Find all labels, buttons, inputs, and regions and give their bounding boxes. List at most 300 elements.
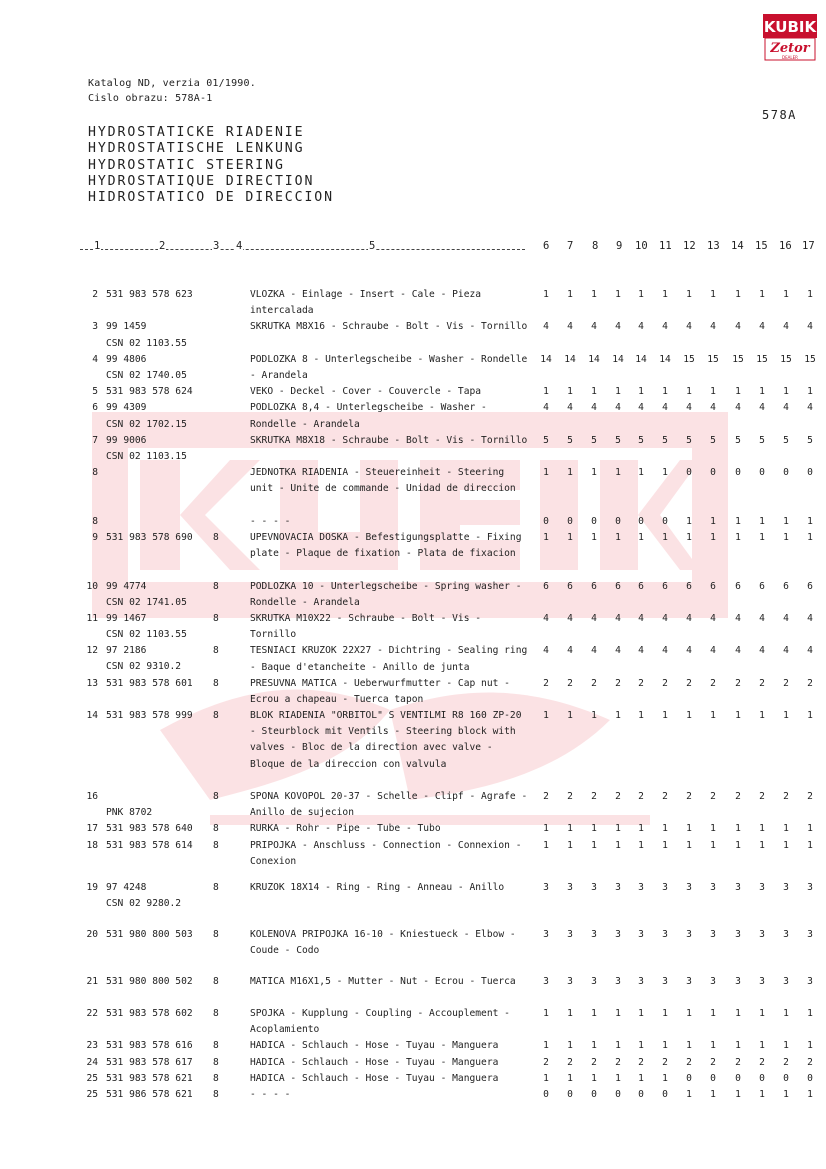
- quantity-cell: 4: [759, 321, 765, 333]
- quantity-cell: 4: [686, 645, 692, 657]
- quantity-cell: 1: [759, 386, 765, 398]
- quantity-cell: 1: [807, 1040, 813, 1052]
- quantity-cell: 4: [783, 321, 789, 333]
- quantity-cell: 3: [638, 881, 644, 893]
- quantity-cell: 1: [759, 823, 765, 835]
- quantity-cell: 4: [783, 402, 789, 414]
- table-row: [0, 1087, 826, 1103]
- quantity-cell: 6: [783, 580, 789, 592]
- column-header-13: 13: [707, 240, 720, 252]
- quantity-cell: 1: [567, 386, 573, 398]
- table-row: [0, 530, 826, 579]
- part-description: HADICA - Schlauch - Hose - Tuyau - Manguera: [250, 1072, 499, 1084]
- group-code: 8: [213, 839, 219, 851]
- table-row: [0, 821, 826, 837]
- quantity-cell: 3: [783, 975, 789, 987]
- quantity-cell: 4: [710, 645, 716, 657]
- title-sk: HYDROSTATICKE RIADENIE: [88, 125, 305, 140]
- quantity-cell: 1: [662, 386, 668, 398]
- quantity-cell: 1: [638, 1072, 644, 1084]
- position-number: 18: [86, 839, 98, 851]
- quantity-cell: 0: [759, 1072, 765, 1084]
- group-code: 8: [213, 677, 219, 689]
- quantity-cell: 4: [686, 321, 692, 333]
- quantity-cell: 1: [710, 1008, 716, 1020]
- quantity-cell: 2: [543, 1056, 549, 1068]
- quantity-cell: 1: [759, 839, 765, 851]
- quantity-cell: 1: [543, 1040, 549, 1052]
- quantity-cell: 6: [543, 580, 549, 592]
- quantity-cell: 1: [807, 1008, 813, 1020]
- position-number: 4: [92, 353, 98, 365]
- quantity-cell: 1: [567, 823, 573, 835]
- quantity-cell: 0: [662, 515, 668, 527]
- table-row: [0, 880, 826, 927]
- quantity-cell: 1: [638, 710, 644, 722]
- quantity-cell: 2: [591, 677, 597, 689]
- quantity-cell: 2: [710, 677, 716, 689]
- column-header-5: 5: [369, 240, 376, 252]
- quantity-cell: 6: [567, 580, 573, 592]
- part-description: KOLENOVA PRIPOJKA 16-10 - Kniestueck - Elbow - Coude - Codo: [250, 928, 516, 956]
- quantity-cell: 3: [807, 928, 813, 940]
- quantity-cell: 1: [567, 531, 573, 543]
- part-number: 531 983 578 624: [106, 386, 193, 398]
- quantity-cell: 1: [807, 1089, 813, 1101]
- position-number: 14: [86, 710, 98, 722]
- quantity-cell: 0: [710, 467, 716, 479]
- quantity-cell: 1: [783, 1040, 789, 1052]
- table-row: [0, 1038, 826, 1054]
- quantity-cell: 1: [591, 1072, 597, 1084]
- part-description: PODLOZKA 8 - Unterlegscheibe - Washer - Rondelle - Arandela: [250, 353, 528, 381]
- quantity-cell: 0: [735, 1072, 741, 1084]
- quantity-cell: 0: [759, 467, 765, 479]
- quantity-cell: 1: [807, 839, 813, 851]
- quantity-cell: 1: [567, 1072, 573, 1084]
- quantity-cell: 1: [591, 839, 597, 851]
- quantity-cell: 1: [615, 1008, 621, 1020]
- quantity-cell: 4: [662, 402, 668, 414]
- quantity-cell: 1: [567, 289, 573, 300]
- norm-number: CSN 02 1740.05: [106, 369, 187, 381]
- position-number: 9: [92, 531, 98, 543]
- quantity-cell: 0: [735, 467, 741, 479]
- quantity-cell: 14: [588, 353, 600, 365]
- quantity-cell: 4: [807, 612, 813, 624]
- quantity-cell: 1: [615, 289, 621, 300]
- column-header: [0, 240, 826, 254]
- quantity-cell: 2: [615, 791, 621, 803]
- quantity-cell: 6: [686, 580, 692, 592]
- table-row: [0, 676, 826, 708]
- quantity-cell: 1: [686, 531, 692, 543]
- quantity-cell: 5: [735, 434, 741, 446]
- quantity-cell: 1: [638, 839, 644, 851]
- quantity-cell: 1: [807, 531, 813, 543]
- quantity-cell: 1: [567, 1040, 573, 1052]
- quantity-cell: 4: [543, 612, 549, 624]
- quantity-cell: 4: [710, 321, 716, 333]
- quantity-cell: 0: [783, 467, 789, 479]
- quantity-cell: 14: [635, 353, 647, 365]
- quantity-cell: 1: [543, 1008, 549, 1020]
- position-number: 2: [92, 289, 98, 300]
- quantity-cell: 1: [638, 386, 644, 398]
- quantity-cell: 4: [807, 402, 813, 414]
- quantity-cell: 1: [591, 1008, 597, 1020]
- quantity-cell: 2: [783, 791, 789, 803]
- quantity-cell: 1: [759, 1040, 765, 1052]
- part-number: 531 983 578 690: [106, 531, 193, 543]
- part-description: SKRUTKA M8X18 - Schraube - Bolt - Vis - Tornillo: [250, 434, 528, 446]
- quantity-cell: 1: [759, 515, 765, 527]
- quantity-cell: 4: [686, 612, 692, 624]
- group-code: 8: [213, 1040, 219, 1052]
- svg-text:Zetor: Zetor: [770, 41, 810, 56]
- quantity-cell: 15: [683, 353, 695, 365]
- part-number: 99 4806: [106, 353, 147, 365]
- part-number: 531 983 578 621: [106, 1072, 193, 1084]
- quantity-cell: 0: [567, 1089, 573, 1101]
- table-row: [0, 643, 826, 675]
- quantity-cell: 1: [783, 839, 789, 851]
- quantity-cell: 1: [710, 531, 716, 543]
- quantity-cell: 1: [662, 1008, 668, 1020]
- quantity-cell: 3: [591, 881, 597, 893]
- quantity-cell: 1: [615, 710, 621, 722]
- quantity-cell: 3: [735, 881, 741, 893]
- part-description: SKRUTKA M8X16 - Schraube - Bolt - Vis - Tornillo: [250, 321, 528, 333]
- part-number: 97 4248: [106, 881, 147, 893]
- norm-number: PNK 8702: [106, 807, 153, 819]
- table-row: [0, 352, 826, 384]
- quantity-cell: 6: [759, 580, 765, 592]
- quantity-cell: 1: [710, 289, 716, 300]
- quantity-cell: 1: [638, 289, 644, 300]
- table-row: [0, 465, 826, 514]
- quantity-cell: 2: [662, 677, 668, 689]
- quantity-cell: 3: [710, 975, 716, 987]
- position-number: 25: [86, 1072, 98, 1084]
- quantity-cell: 5: [686, 434, 692, 446]
- column-header-7: 7: [567, 240, 574, 252]
- column-header-14: 14: [731, 240, 744, 252]
- quantity-cell: 0: [591, 1089, 597, 1101]
- figure-number: Cislo obrazu: 578A-1: [88, 93, 213, 104]
- quantity-cell: 2: [759, 1056, 765, 1068]
- quantity-cell: 0: [783, 1072, 789, 1084]
- norm-number: CSN 02 1103.55: [106, 629, 187, 641]
- part-number: 531 986 578 621: [106, 1089, 193, 1101]
- quantity-cell: 1: [759, 531, 765, 543]
- column-header-8: 8: [592, 240, 599, 252]
- position-number: 25: [86, 1089, 98, 1101]
- quantity-cell: 1: [662, 710, 668, 722]
- quantity-cell: 0: [686, 1072, 692, 1084]
- title-fr: HYDROSTATIQUE DIRECTION: [88, 173, 315, 189]
- quantity-cell: 1: [638, 467, 644, 479]
- quantity-cell: 3: [686, 928, 692, 940]
- quantity-cell: 2: [567, 677, 573, 689]
- quantity-cell: 4: [543, 402, 549, 414]
- quantity-cell: 3: [662, 975, 668, 987]
- quantity-cell: 1: [615, 823, 621, 835]
- quantity-cell: 2: [615, 1056, 621, 1068]
- column-header-1: 1: [94, 240, 101, 252]
- quantity-cell: 6: [735, 580, 741, 592]
- quantity-cell: 2: [710, 1056, 716, 1068]
- table-row: [0, 384, 826, 400]
- quantity-cell: 4: [710, 612, 716, 624]
- part-description: HADICA - Schlauch - Hose - Tuyau - Manguera: [250, 1040, 499, 1052]
- quantity-cell: 0: [638, 515, 644, 527]
- quantity-cell: 1: [686, 1040, 692, 1052]
- table-row: [0, 838, 826, 880]
- quantity-cell: 3: [567, 881, 573, 893]
- position-number: 17: [86, 823, 98, 835]
- quantity-cell: 1: [686, 839, 692, 851]
- group-code: 8: [213, 645, 219, 657]
- quantity-cell: 1: [543, 386, 549, 398]
- quantity-cell: 1: [735, 515, 741, 527]
- group-code: 8: [213, 881, 219, 893]
- quantity-cell: 1: [783, 515, 789, 527]
- position-number: 11: [86, 612, 98, 624]
- column-header-6: 6: [543, 240, 550, 252]
- quantity-cell: 3: [615, 881, 621, 893]
- quantity-cell: 1: [543, 467, 549, 479]
- position-number: 5: [92, 386, 98, 398]
- quantity-cell: 4: [662, 645, 668, 657]
- quantity-cell: 4: [638, 645, 644, 657]
- quantity-cell: 2: [638, 677, 644, 689]
- quantity-cell: 1: [710, 1089, 716, 1101]
- page-code: 578A: [762, 108, 797, 122]
- part-description: HADICA - Schlauch - Hose - Tuyau - Manguera: [250, 1056, 499, 1068]
- part-description: UPEVNOVACIA DOSKA - Befestigungsplatte - Fixing plate - Plaque de fixation - Plata de fixacion: [250, 531, 522, 560]
- quantity-cell: 4: [543, 321, 549, 333]
- quantity-cell: 4: [759, 612, 765, 624]
- quantity-cell: 1: [543, 710, 549, 722]
- quantity-cell: 15: [804, 353, 816, 365]
- part-description: PRESUVNA MATICA - Ueberwurfmutter - Cap nut - Ecrou a chapeau - Tuerca tapon: [250, 677, 510, 705]
- quantity-cell: 2: [759, 791, 765, 803]
- title-en: HYDROSTATIC STEERING: [88, 157, 285, 173]
- quantity-cell: 2: [567, 791, 573, 803]
- part-number: 531 983 578 601: [106, 677, 193, 689]
- quantity-cell: 3: [591, 975, 597, 987]
- quantity-cell: 1: [543, 531, 549, 543]
- quantity-cell: 3: [591, 928, 597, 940]
- quantity-cell: 4: [638, 612, 644, 624]
- quantity-cell: 1: [710, 515, 716, 527]
- quantity-cell: 15: [732, 353, 744, 365]
- quantity-cell: 1: [638, 531, 644, 543]
- quantity-cell: 1: [783, 289, 789, 300]
- group-code: 8: [213, 580, 219, 592]
- quantity-cell: 3: [662, 881, 668, 893]
- quantity-cell: 1: [662, 839, 668, 851]
- part-number: 531 983 578 617: [106, 1056, 193, 1068]
- column-header-12: 12: [683, 240, 696, 252]
- quantity-cell: 1: [710, 710, 716, 722]
- quantity-cell: 1: [686, 1089, 692, 1101]
- quantity-cell: 2: [710, 791, 716, 803]
- table-row: [0, 1006, 826, 1038]
- quantity-cell: 3: [710, 881, 716, 893]
- quantity-cell: 1: [735, 839, 741, 851]
- quantity-cell: 1: [615, 1040, 621, 1052]
- part-number: 531 983 578 640: [106, 823, 193, 835]
- part-number: 531 983 578 616: [106, 1040, 193, 1052]
- column-header-4: 4: [236, 240, 243, 252]
- column-header-2: 2: [159, 240, 166, 252]
- svg-text:DEALER: DEALER: [782, 55, 798, 60]
- quantity-cell: 4: [735, 645, 741, 657]
- part-number: 531 983 578 999: [106, 710, 193, 722]
- quantity-cell: 3: [759, 975, 765, 987]
- part-number: 99 4774: [106, 580, 147, 592]
- quantity-cell: 1: [591, 823, 597, 835]
- quantity-cell: 4: [783, 645, 789, 657]
- quantity-cell: 1: [735, 1008, 741, 1020]
- quantity-cell: 1: [735, 386, 741, 398]
- position-number: 8: [92, 467, 98, 479]
- part-description: TESNIACI KRUZOK 22X27 - Dichtring - Sealing ring - Baque d'etancheite - Anillo de junta: [250, 645, 528, 673]
- table-row: [0, 319, 826, 351]
- quantity-cell: 3: [543, 975, 549, 987]
- quantity-cell: 5: [759, 434, 765, 446]
- part-number: 531 983 578 623: [106, 289, 193, 300]
- quantity-cell: 4: [615, 612, 621, 624]
- column-header-10: 10: [635, 240, 648, 252]
- section-titles: [88, 125, 334, 206]
- quantity-cell: 2: [567, 1056, 573, 1068]
- column-header-15: 15: [755, 240, 768, 252]
- norm-number: CSN 02 1702.15: [106, 418, 187, 430]
- catalog-version: Katalog ND, verzia 01/1990.: [88, 78, 256, 89]
- quantity-cell: 4: [759, 645, 765, 657]
- quantity-cell: 2: [807, 1056, 813, 1068]
- quantity-cell: 4: [591, 402, 597, 414]
- quantity-cell: 0: [686, 467, 692, 479]
- quantity-cell: 1: [807, 386, 813, 398]
- quantity-cell: 2: [807, 677, 813, 689]
- norm-number: CSN 02 1741.05: [106, 596, 187, 608]
- quantity-cell: 4: [543, 645, 549, 657]
- quantity-cell: 3: [638, 928, 644, 940]
- quantity-cell: 4: [735, 321, 741, 333]
- quantity-cell: 1: [543, 1072, 549, 1084]
- quantity-cell: 1: [591, 710, 597, 722]
- quantity-cell: 0: [615, 1089, 621, 1101]
- quantity-cell: 1: [735, 1040, 741, 1052]
- quantity-cell: 1: [710, 386, 716, 398]
- quantity-cell: 1: [591, 386, 597, 398]
- quantity-cell: 1: [615, 386, 621, 398]
- quantity-cell: 1: [686, 289, 692, 300]
- quantity-cell: 1: [807, 823, 813, 835]
- quantity-cell: 1: [662, 467, 668, 479]
- quantity-cell: 15: [756, 353, 768, 365]
- quantity-cell: 2: [686, 791, 692, 803]
- quantity-cell: 1: [735, 531, 741, 543]
- quantity-cell: 3: [567, 928, 573, 940]
- position-number: 16: [86, 791, 98, 803]
- position-number: 7: [92, 434, 98, 446]
- quantity-cell: 3: [686, 975, 692, 987]
- group-code: 8: [213, 710, 219, 722]
- quantity-cell: 1: [759, 710, 765, 722]
- norm-number: CSN 02 9280.2: [106, 897, 182, 909]
- part-description: PODLOZKA 10 - Unterlegscheibe - Spring washer - Rondelle - Arandela: [250, 580, 522, 608]
- quantity-cell: 1: [615, 467, 621, 479]
- quantity-cell: 0: [591, 515, 597, 527]
- quantity-cell: 1: [783, 710, 789, 722]
- norm-number: CSN 02 1103.15: [106, 450, 187, 462]
- quantity-cell: 1: [662, 1040, 668, 1052]
- quantity-cell: 1: [686, 710, 692, 722]
- quantity-cell: 1: [686, 1008, 692, 1020]
- position-number: 24: [86, 1056, 98, 1068]
- quantity-cell: 4: [662, 612, 668, 624]
- quantity-cell: 6: [638, 580, 644, 592]
- part-description: KRUZOK 18X14 - Ring - Ring - Anneau - Anillo: [250, 881, 505, 893]
- quantity-cell: 1: [783, 823, 789, 835]
- quantity-cell: 3: [807, 975, 813, 987]
- group-code: 8: [213, 612, 219, 624]
- quantity-cell: 4: [759, 402, 765, 414]
- quantity-cell: 2: [759, 677, 765, 689]
- position-number: 19: [86, 881, 98, 893]
- quantity-cell: 2: [735, 791, 741, 803]
- quantity-cell: 1: [686, 515, 692, 527]
- quantity-cell: 1: [638, 1040, 644, 1052]
- quantity-cell: 3: [759, 928, 765, 940]
- part-description: PODLOZKA 8,4 - Unterlegscheibe - Washer - Rondelle - Arandela: [250, 402, 487, 430]
- quantity-cell: 3: [783, 881, 789, 893]
- quantity-cell: 1: [591, 467, 597, 479]
- quantity-cell: 14: [612, 353, 624, 365]
- quantity-cell: 3: [638, 975, 644, 987]
- quantity-cell: 1: [567, 839, 573, 851]
- quantity-cell: 5: [638, 434, 644, 446]
- part-description: VLOZKA - Einlage - Insert - Cale - Pieza intercalada: [250, 289, 482, 317]
- table-row: [0, 708, 826, 789]
- quantity-cell: 6: [591, 580, 597, 592]
- quantity-cell: 2: [807, 791, 813, 803]
- quantity-cell: 4: [735, 612, 741, 624]
- catalog-meta: [88, 76, 256, 106]
- quantity-cell: 1: [783, 1089, 789, 1101]
- quantity-cell: 1: [686, 386, 692, 398]
- quantity-cell: 1: [615, 839, 621, 851]
- quantity-cell: 4: [638, 321, 644, 333]
- quantity-cell: 2: [615, 677, 621, 689]
- quantity-cell: 4: [807, 321, 813, 333]
- table-row: [0, 927, 826, 974]
- quantity-cell: 2: [591, 1056, 597, 1068]
- part-number: 531 983 578 614: [106, 839, 193, 851]
- quantity-cell: 2: [638, 1056, 644, 1068]
- position-number: 10: [86, 580, 98, 592]
- part-number: 99 1467: [106, 612, 147, 624]
- quantity-cell: 5: [591, 434, 597, 446]
- quantity-cell: 1: [710, 1040, 716, 1052]
- quantity-cell: 1: [735, 289, 741, 300]
- position-number: 23: [86, 1040, 98, 1052]
